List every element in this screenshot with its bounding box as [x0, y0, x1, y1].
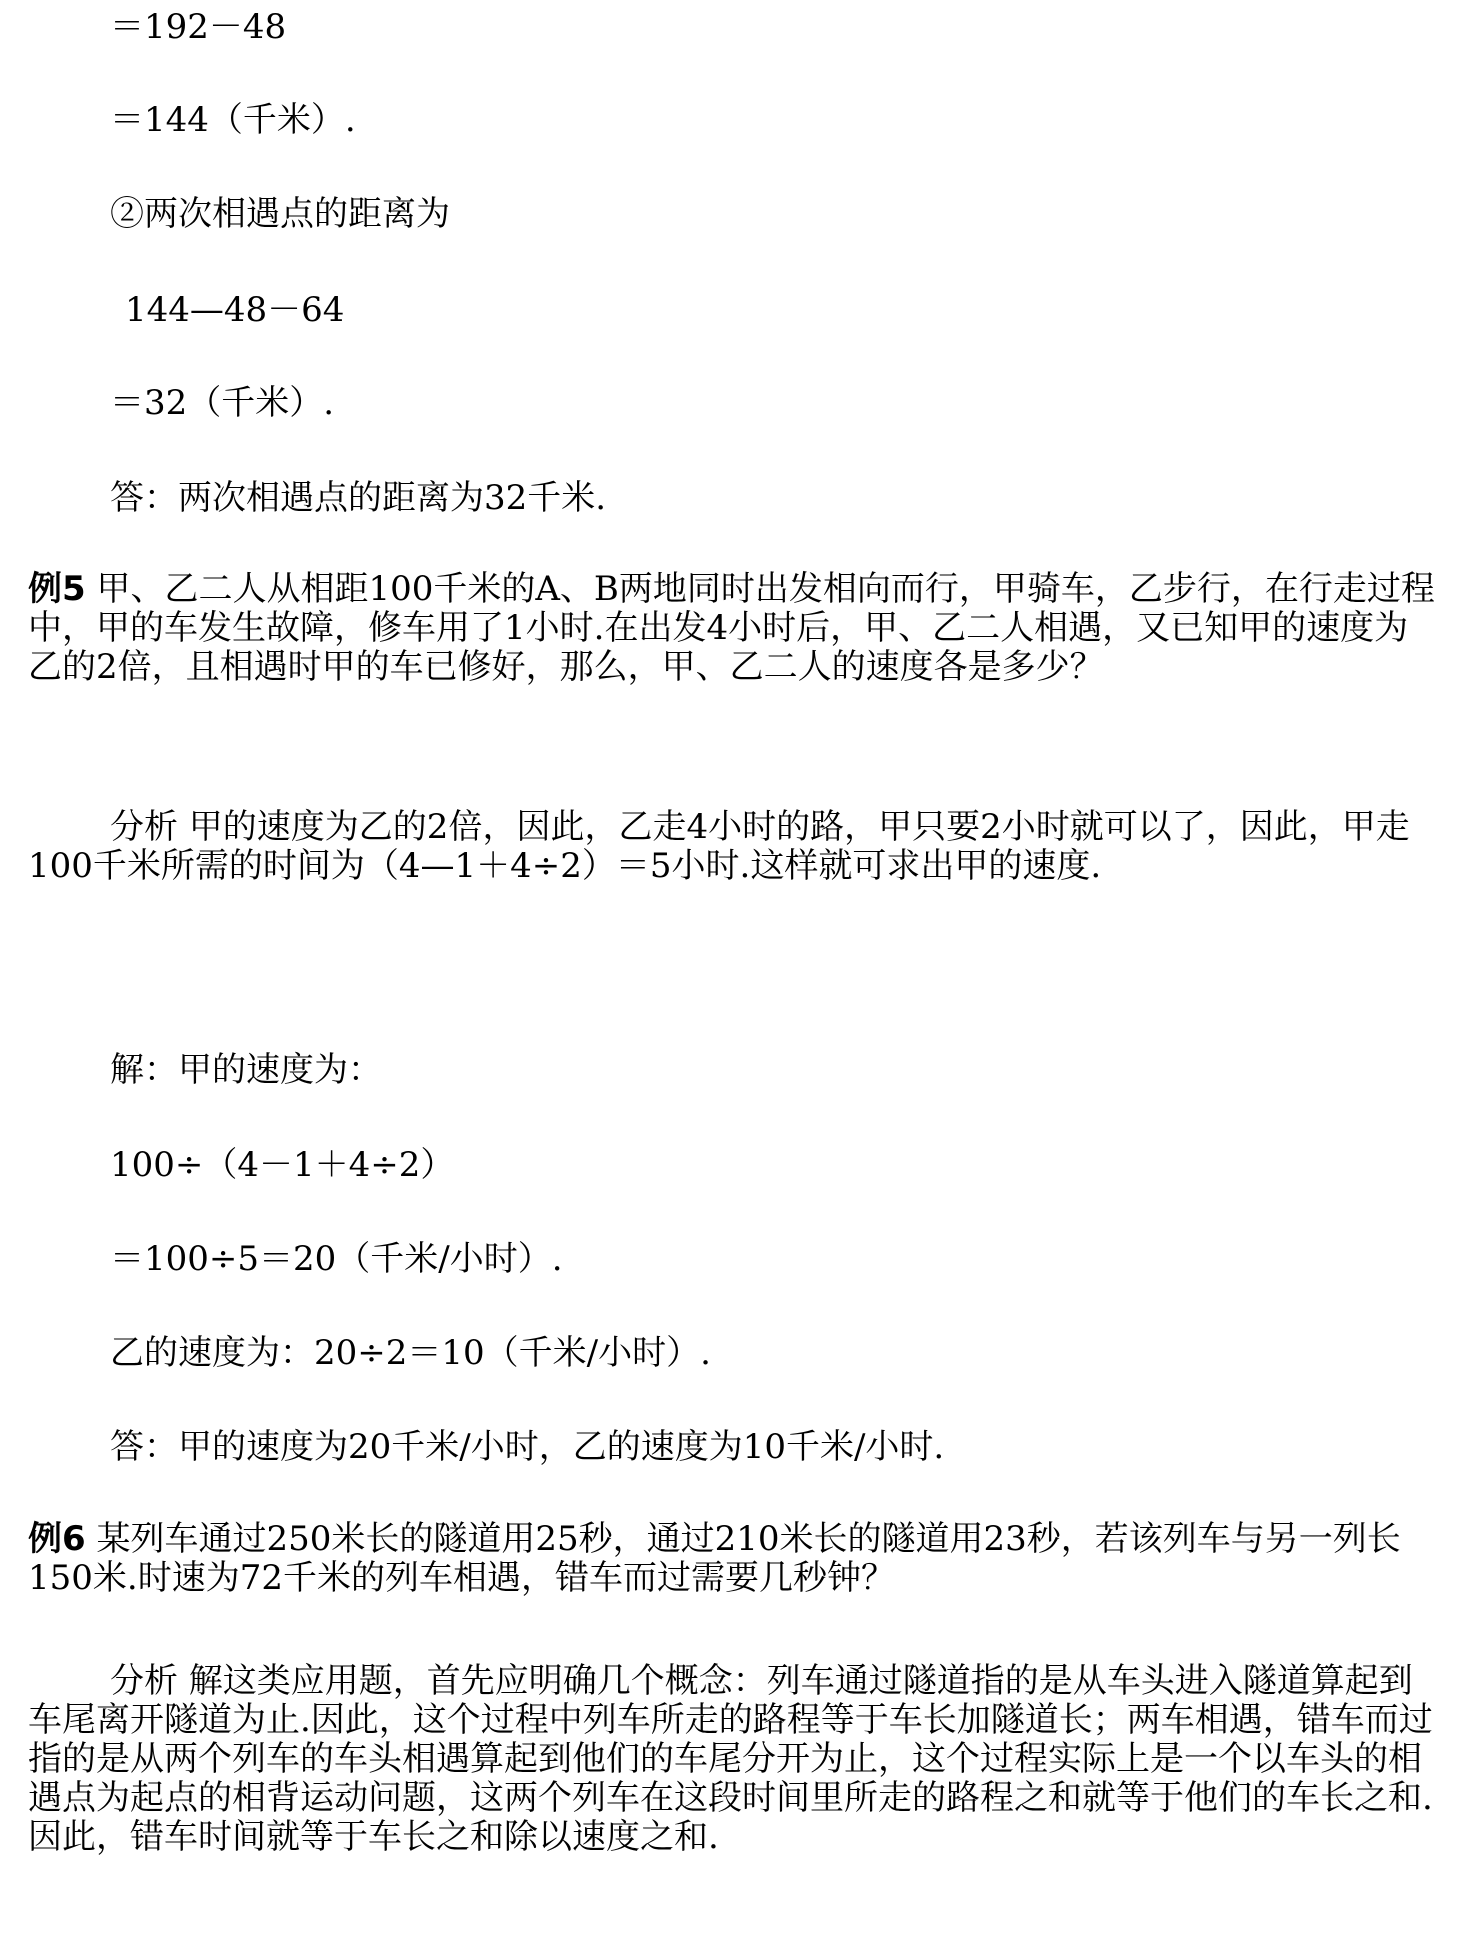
equation-line: ＝192－48	[110, 7, 287, 47]
example-5-analysis-text: 分析 甲的速度为乙的2倍，因此，乙走4小时的路，甲只要2小时就可以了，因此，甲走100千米所需的时间为（4—1＋4÷2）＝5小时.这样就可求出甲的速度.	[28, 807, 1410, 886]
example-6-analysis	[28, 1662, 1438, 1857]
answer-line: 答：两次相遇点的距离为32千米.	[110, 478, 607, 518]
answer-line: 答：甲的速度为20千米/小时，乙的速度为10千米/小时.	[110, 1427, 945, 1467]
equation-line: ＝32（千米）.	[110, 383, 335, 423]
step-heading: ②两次相遇点的距离为	[110, 194, 450, 234]
example-5-analysis	[28, 808, 1438, 886]
equation-line: ＝100÷5＝20（千米/小时）.	[110, 1239, 563, 1279]
example-5-problem-text: 甲、乙二人从相距100千米的A、B两地同时出发相向而行，甲骑车，乙步行，在行走过程中，甲的车发生故障，修车用了1小时.在出发4小时后，甲、乙二人相遇，又已知甲的速度为乙的2倍，且相遇时甲的车已修好，那么，甲、乙二人的速度各是多少？	[28, 569, 1435, 687]
example-6-analysis-text: 分析 解这类应用题，首先应明确几个概念：列车通过隧道指的是从车头进入隧道算起到车尾离开隧道为止.因此，这个过程中列车所走的路程等于车长加隧道长；两车相遇，错车而过指的是从两个列车的车头相遇算起到他们的车尾分开为止，这个过程实际上是一个以车头的相遇点为起点的相背运动问题，这两个列车在这段时间里所走的路程之和就等于他们的车长之和.因此，错车时间就等于车长之和除以速度之和.	[28, 1661, 1433, 1857]
example-6-problem	[28, 1520, 1438, 1598]
equation-line: 100÷（4－1＋4÷2）	[110, 1145, 455, 1185]
example-6-problem-text: 某列车通过250米长的隧道用25秒，通过210米长的隧道用23秒，若该列车与另一列长150米.时速为72千米的列车相遇，错车而过需要几秒钟？	[28, 1519, 1401, 1598]
equation-line: ＝144（千米）.	[110, 100, 356, 140]
example-5-label: 例5	[28, 569, 86, 609]
example-6-label: 例6	[28, 1519, 86, 1559]
equation-line: 144—48－64	[125, 290, 345, 330]
solution-heading: 解：甲的速度为：	[110, 1050, 382, 1090]
example-5-problem	[28, 570, 1438, 687]
equation-line: 乙的速度为：20÷2＝10（千米/小时）.	[110, 1333, 711, 1373]
